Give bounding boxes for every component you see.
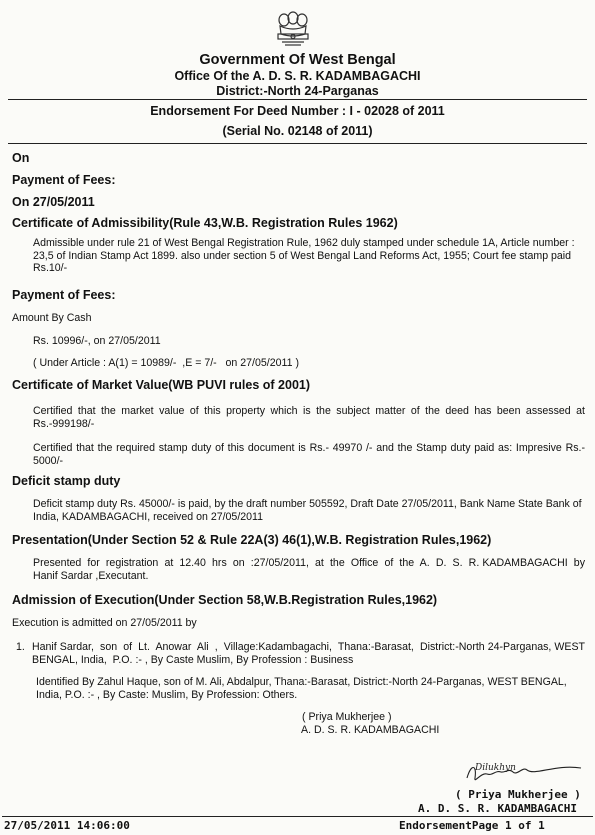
- signatory-name: ( Priya Mukherjee ): [302, 711, 392, 723]
- footer-datetime: 27/05/2011 14:06:00: [4, 819, 130, 832]
- market-value-text: Certified that the market value of this property which is the subject matter of the deed has been assessed at Rs.-999198/-: [33, 405, 585, 430]
- amount-value: Rs. 10996/-, on 27/05/2011: [33, 335, 161, 347]
- stamp-duty-text: Certified that the required stamp duty of this document is Rs.- 49970 /- and the Stamp duty paid as: Impresive Rs.- 5000/-: [33, 442, 585, 467]
- serial-number: (Serial No. 02148 of 2011): [222, 124, 373, 138]
- endorsement-title: Endorsement For Deed Number : I - 02028 of 2011: [150, 104, 445, 118]
- execution-heading: Admission of Execution(Under Section 58,W.B.Registration Rules,1962): [12, 593, 438, 607]
- identifier-details: Identified By Zahul Haque, son of M. Ali, Abdalpur, Thana:-Barasat, District:-North 24-Parganas, WEST BENGAL, India, P.O. :- , By Caste: Muslim, By Profession: Others.: [36, 676, 567, 701]
- payment-heading-2: Payment of Fees:: [12, 288, 116, 302]
- payment-heading-1: Payment of Fees:: [12, 173, 116, 187]
- header-divider-top: [8, 99, 587, 100]
- admissibility-heading: Certificate of Admissibility(Rule 43,W.B. Registration Rules 1962): [12, 216, 398, 230]
- government-title: Government Of West Bengal: [199, 52, 396, 68]
- deficit-text: Deficit stamp duty Rs. 45000/- is paid, by the draft number 505592, Draft Date 27/05/2011, Bank Name State Bank of India, KADAMBAGACHI, received on 27/05/2011: [33, 498, 582, 523]
- presentation-text: Presented for registration at 12.40 hrs on :27/05/2011, at the Office of the A. D. S. R. KADAMBAGACHI by Hanif Sardar ,Executant.: [33, 557, 591, 582]
- state-emblem: [270, 4, 316, 48]
- stamp-signatory-title: A. D. S. R. KADAMBAGACHI: [418, 802, 577, 815]
- footer-page-number: EndorsementPage 1 of 1: [399, 819, 545, 832]
- signatory-title: A. D. S. R. KADAMBAGACHI: [301, 724, 440, 736]
- handwritten-signature: [465, 758, 585, 788]
- payment-date: On 27/05/2011: [12, 195, 95, 209]
- amount-by: Amount By Cash: [12, 312, 92, 324]
- market-value-heading: Certificate of Market Value(WB PUVI rules of 2001): [12, 378, 311, 392]
- district-title: District:-North 24-Parganas: [216, 84, 379, 98]
- article-breakdown: ( Under Article : A(1) = 10989/- ,E = 7/- on 27/05/2011 ): [33, 357, 299, 369]
- office-title: Office Of the A. D. S. R. KADAMBAGACHI: [174, 69, 421, 83]
- execution-admitted: Execution is admitted on 27/05/2011 by: [12, 617, 197, 629]
- executant-number: 1.: [16, 641, 25, 653]
- footer-divider: [2, 816, 593, 817]
- header-divider-bottom: [8, 143, 587, 144]
- presentation-heading: Presentation(Under Section 52 & Rule 22A(3) 46(1),W.B. Registration Rules,1962): [12, 533, 492, 547]
- admissibility-text: Admissible under rule 21 of West Bengal Registration Rule, 1962 duly stamped under schedule 1A, Article number : 23,5 of Indian Stamp Act 1899. also under section 5 of West Bengal Land Reforms Act, 1955; Court fee stamp paid Rs.10/-: [33, 237, 575, 275]
- on-label: On: [12, 151, 30, 165]
- executant-details: Hanif Sardar, son of Lt. Anowar Ali , Village:Kadambagachi, Thana:-Barasat, District:-North 24-Parganas, WEST BENGAL, India, P.O. :- , By Caste Muslim, By Profession : Business: [32, 641, 588, 666]
- signature-handwriting: Dilukhyn: [475, 763, 516, 773]
- deficit-heading: Deficit stamp duty: [12, 474, 121, 488]
- stamp-signatory-name: ( Priya Mukherjee ): [455, 788, 581, 801]
